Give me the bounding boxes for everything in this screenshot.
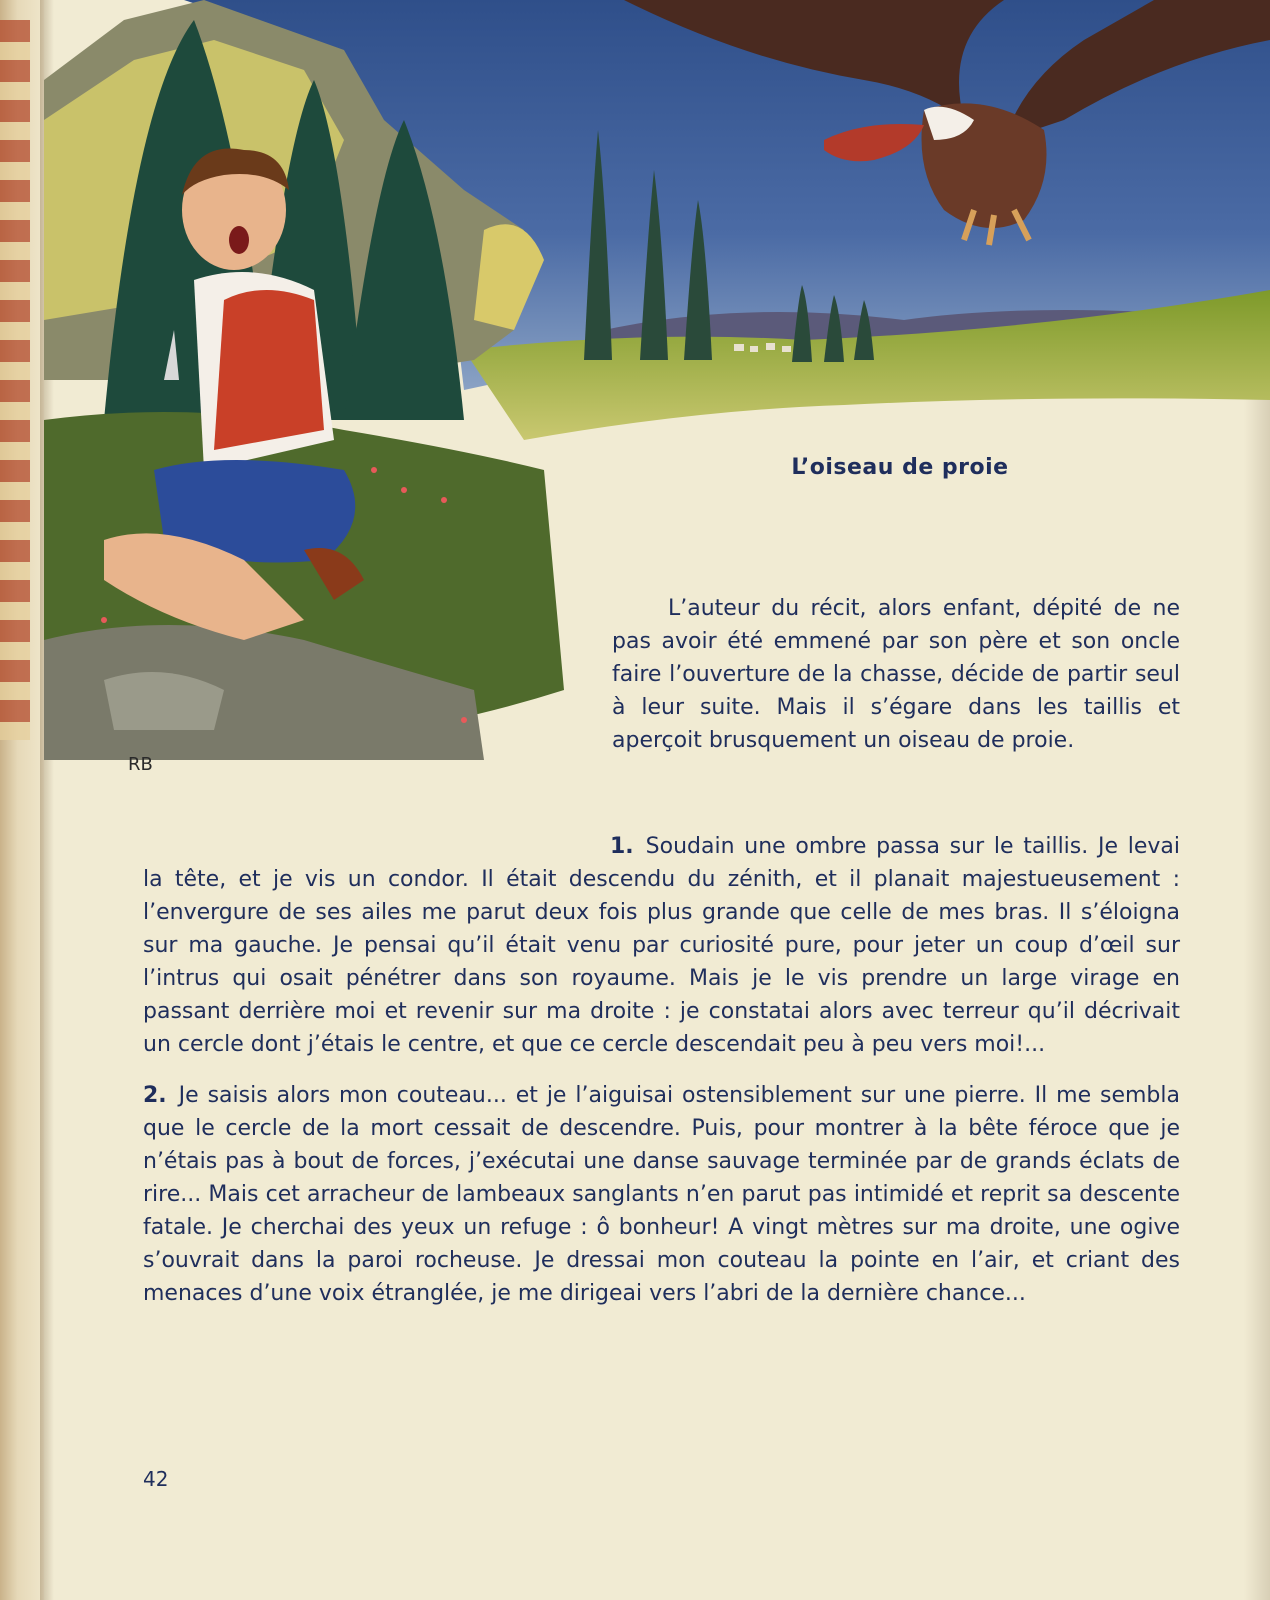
story-body (143, 830, 1180, 1310)
paragraph-number: 2. (143, 1083, 167, 1108)
paragraph-number: 1. (610, 834, 634, 859)
book-page-edge (0, 0, 44, 1600)
illustrator-signature: RB (128, 754, 153, 775)
paragraph-2 (143, 1079, 1180, 1310)
chapter-title: L’oiseau de proie (791, 455, 1009, 480)
paragraph-text: Soudain une ombre passa sur le taillis. Je levai la tête, et je vis un condor. Il était descendu du zénith, et il planait majestueusement : l’envergure de ses ailes me parut deux fois plus grande que celle de mes bras. Il s’éloigna sur ma gauche. Je pensai qu’il était venu par curiosité pure, pour jeter un coup d’œil sur l’intrus qui osait pénétrer dans son royaume. Mais je le vis prendre un large virage en passant derrière moi et revenir sur ma droite : je constatai alors avec terreur qu’il décrivait un cercle dont j’étais le centre, et que ce cercle descendait peu à peu vers moi!... (143, 834, 1180, 1057)
paragraph-text: Je saisis alors mon couteau... et je l’aiguisai ostensiblement sur une pierre. Il me sembla que le cercle de la mort cessait de descendre. Puis, pour montrer à la bête féroce que je n’étais pas à bout de forces, j’exécutai une danse sauvage terminée par de grands éclats de rire... Mais cet arracheur de lambeaux sanglants n’en parut pas intimidé et reprit sa descente fatale. Je cherchai des yeux un refuge : ô bonheur! A vingt mètres sur ma droite, une ogive s’ouvrait dans la paroi rocheuse. Je dressai mon couteau la pointe en l’air, et criant des menaces d’une voix étranglée, je me dirigeai vers l’abri de la dernière chance... (143, 1083, 1180, 1306)
page-number: 42 (143, 1467, 169, 1491)
chapter-intro (612, 592, 1180, 757)
paragraph-1 (143, 830, 1180, 1061)
intro-text: L’auteur du récit, alors enfant, dépité de ne pas avoir été emmené par son père et son oncle faire l’ouverture de la chasse, décide de partir seul à leur suite. Mais il s’égare dans les taillis et aperçoit brusquement un oiseau de proie. (612, 596, 1180, 753)
